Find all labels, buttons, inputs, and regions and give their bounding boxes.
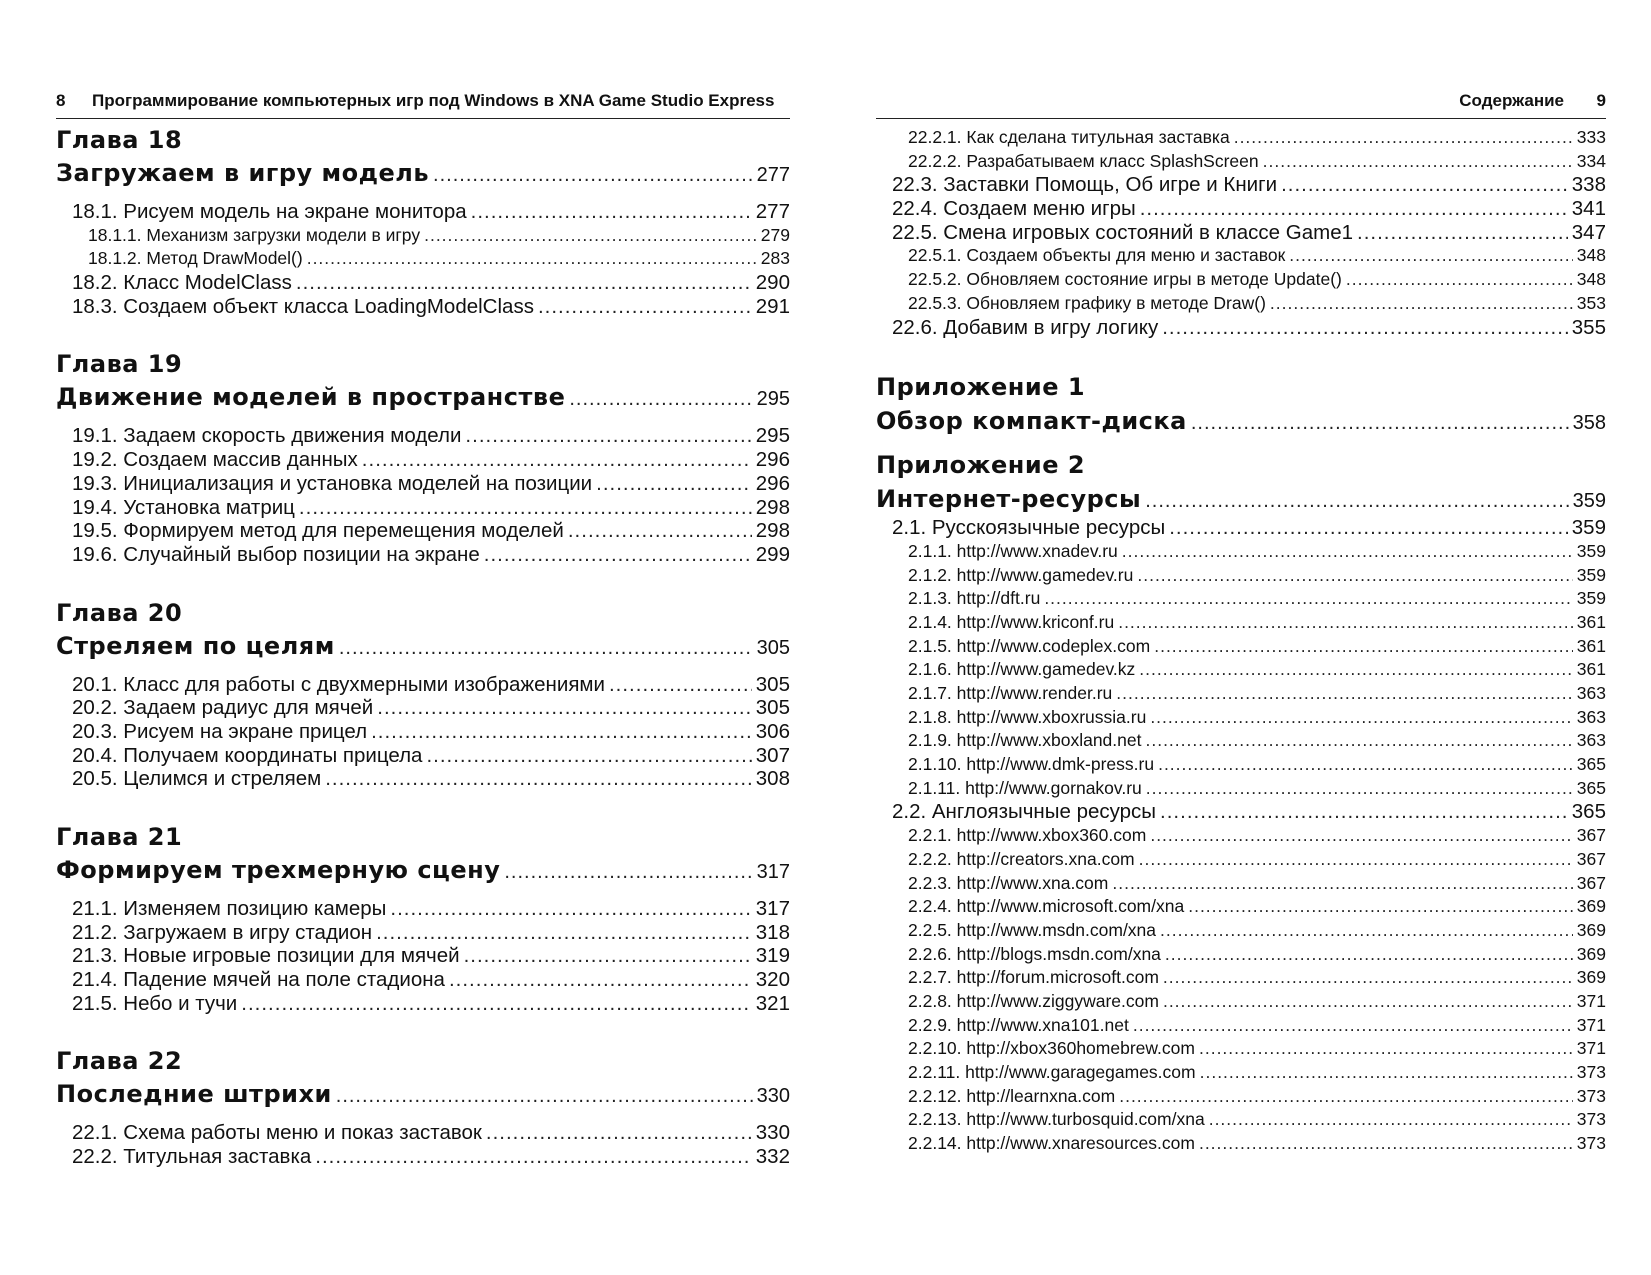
toc-page-number: 369 [1576,919,1606,940]
toc-entry-text: 19.6. Случайный выбор позиции на экране [72,542,480,566]
chapter-title [56,853,790,887]
toc-entry-text: 22.6. Добавим в игру логику [892,315,1159,339]
dot-leader [376,921,752,945]
subsection-entry [876,244,1606,268]
toc-page-number: 295 [755,424,790,448]
toc-entry-text: 2.1.6. http://www.gamedev.kz [908,659,1136,680]
section-entry [56,897,790,921]
dot-leader [296,271,752,295]
toc-entry-text: 19.5. Формируем метод для перемещения моделей [72,519,564,543]
toc-entry-text: 22.2.1. Как сделана титульная заставка [908,127,1230,147]
toc-entry-text: 22.3. Заставки Помощь, Об игре и Книги [892,173,1278,197]
dot-leader [1119,1085,1573,1109]
toc-page-number: 369 [1576,943,1606,964]
subsection-entry [876,848,1606,872]
toc-entry-text: 2.2.12. http://learnxna.com [908,1085,1116,1106]
toc-entry-text: 22.2.2. Разрабатываем класс SplashScreen [908,150,1259,171]
dot-leader [471,200,752,224]
dot-leader [1199,1132,1573,1156]
toc-page-number: 317 [756,861,790,883]
toc-entry-text: 18.1. Рисуем модель на экране монитора [72,200,467,223]
dot-leader [1263,150,1573,174]
section-entry [56,720,790,744]
subsection-entry [876,777,1606,801]
dot-leader [1163,966,1573,990]
toc-entry-text: 2.1.4. http://www.kriconf.ru [908,611,1115,632]
chapter-title [56,156,790,190]
subsection-entry [876,872,1606,896]
toc-entry-text: 2.1.9. http://www.xboxland.net [908,730,1142,751]
toc-page-number: 371 [1576,1038,1606,1059]
dot-leader [1044,587,1572,611]
dot-leader [1234,126,1573,150]
dot-leader [1199,1037,1573,1061]
section-entry [876,173,1606,197]
dot-leader [1209,1108,1573,1132]
toc-entry-text: 2.2.6. http://blogs.msdn.com/xna [908,943,1161,964]
toc-page-number: 365 [1576,754,1606,775]
toc-page-number: 341 [1571,197,1606,221]
toc-entry-text: 20.2. Задаем радиус для мячей [72,696,374,720]
toc-page-number: 296 [755,448,790,472]
right-running-head [876,91,1606,115]
toc-entry-text: 2.2.5. http://www.msdn.com/xna [908,919,1157,940]
toc-page-number: 373 [1576,1133,1606,1154]
subsection-entry [876,292,1606,316]
toc-entry-text: 2.2.11. http://www.garagegames.com [908,1062,1196,1082]
toc-entry-text: 2.2. Англоязычные ресурсы [892,800,1157,824]
toc-entry-text: 2.2.8. http://www.ziggyware.com [908,990,1159,1011]
toc-page-number: 305 [756,636,790,659]
section-entry [56,424,790,448]
subsection-entry [876,895,1606,919]
toc-page-number: 359 [1572,490,1606,513]
toc-page-number: 277 [755,200,790,223]
dot-leader [307,247,757,271]
left-running-title: Программирование компьютерных игр под Windows в XNA Game Studio Express [92,91,775,110]
toc-page-number: 359 [1571,516,1606,540]
toc-entry-text: Последние штрихи [56,1080,332,1109]
toc-page-number: 298 [755,495,790,519]
subsection-entry [876,943,1606,967]
subsection-entry [876,611,1606,635]
dot-leader [362,448,752,472]
toc-page-number: 305 [755,696,790,720]
toc-page-number: 330 [755,1121,790,1145]
dot-leader [1289,244,1573,268]
section-entry [56,271,790,295]
left-running-head [56,91,790,115]
subsection-entry [876,268,1606,292]
toc-page-number: 365 [1576,777,1606,798]
toc-entry-text: 21.2. Загружаем в игру стадион [72,920,373,944]
toc-entry-text: 18.1.1. Механизм загрузки модели в игру [88,224,421,245]
toc-page-number: 296 [755,471,790,495]
right-header-rule [876,118,1606,119]
toc-entry-text: 2.2.9. http://www.xna101.net [908,1014,1129,1035]
subsection-entry [876,1085,1606,1109]
toc-entry-text: 2.1.2. http://www.gamedev.ru [908,564,1134,585]
dot-leader [325,767,752,791]
subsection-entry [876,540,1606,564]
toc-page-number: 367 [1576,848,1606,869]
dot-leader [1200,1061,1573,1085]
dot-leader [390,897,751,921]
dot-leader [1281,173,1568,197]
chapter-label: Глава 20 [56,598,183,627]
section-entry [56,744,790,768]
toc-page-number: 371 [1576,990,1606,1011]
toc-entry-text: 2.2.13. http://www.turbosquid.com/xna [908,1109,1205,1130]
toc-page-number: 373 [1576,1109,1606,1130]
dot-leader [426,744,751,768]
dot-leader [1139,658,1573,682]
toc-page-number: 283 [760,248,790,269]
toc-page-number: 277 [756,164,790,186]
dot-leader [1116,682,1573,706]
dot-leader [1122,540,1573,564]
dot-leader [1150,824,1572,848]
dot-leader [464,944,752,968]
toc-page-number: 361 [1576,659,1606,680]
section-entry [56,295,790,319]
toc-entry-text: 2.1. Русскоязычные ресурсы [892,516,1166,540]
dot-leader [449,968,752,992]
chapter-label: Глава 18 [56,126,183,154]
toc-page-number: 330 [756,1085,790,1108]
chapter-label: Глава 19 [56,350,183,379]
dot-leader [1150,706,1572,730]
toc-page-number: 332 [755,1145,790,1169]
dot-leader [1169,516,1568,540]
dot-leader [1140,197,1568,221]
appendix-label: Приложение 2 [876,451,1086,480]
dot-leader [1346,268,1573,292]
dot-leader [1191,406,1569,440]
toc-page-number: 367 [1576,825,1606,846]
left-toc [56,125,790,1169]
section-entry [56,448,790,472]
toc-page-number: 373 [1576,1062,1606,1082]
right-page-number: 9 [1596,91,1606,110]
dot-leader [1118,611,1573,635]
dot-leader [568,519,752,543]
toc-page-number: 348 [1576,245,1606,266]
section-entry [876,800,1606,824]
toc-entry-text: 21.3. Новые игровые позиции для мячей [72,944,460,968]
toc-entry-text: 2.1.10. http://www.dmk-press.ru [908,754,1155,775]
toc-page-number: 359 [1576,540,1606,561]
subsection-entry [876,966,1606,990]
subsection-entry [876,1037,1606,1061]
subsection-entry [876,706,1606,730]
dot-leader [371,720,752,744]
dot-leader [1146,777,1573,801]
toc-entry-text: Движение моделей в пространстве [56,383,566,412]
left-page-number: 8 [56,91,66,110]
section-entry [56,496,790,520]
toc-page-number: 363 [1576,730,1606,751]
appendix-title [876,404,1606,438]
toc-entry-text: 2.2.3. http://www.xna.com [908,872,1109,893]
dot-leader [1160,800,1568,824]
subsection-entry [876,682,1606,706]
section-entry [56,519,790,543]
toc-entry-text: 20.4. Получаем координаты прицела [72,743,423,767]
toc-page-number: 317 [755,897,790,920]
chapter-title [56,1077,790,1111]
toc-entry-text: 22.5.3. Обновляем графику в методе Draw() [908,292,1266,313]
toc-page-number: 367 [1576,872,1606,893]
toc-page-number: 371 [1576,1014,1606,1035]
toc-entry-text: 22.5. Смена игровых состояний в классе Game1 [892,220,1353,244]
section-entry [56,1121,790,1145]
section-entry [56,767,790,791]
toc-entry-text: 19.1. Задаем скорость движения модели [72,424,462,448]
section-entry [56,543,790,567]
toc-page-number: 355 [1571,315,1606,339]
toc-page-number: 307 [755,743,790,767]
toc-entry-text: 22.5.2. Обновляем состояние игры в методе Update() [908,269,1342,290]
section-entry [56,673,790,697]
dot-leader [596,472,752,496]
toc-entry-text: 2.2.1. http://www.xbox360.com [908,825,1147,846]
section-entry [876,221,1606,245]
appendix-label: Приложение 1 [876,373,1086,402]
dot-leader [1137,564,1572,588]
chapter-title [56,380,790,414]
dot-leader [1145,729,1572,753]
toc-page-number: 358 [1572,412,1606,435]
toc-page-number: 305 [755,672,790,696]
toc-entry-text: 2.2.10. http://xbox360homebrew.com [908,1038,1195,1059]
toc-page-number: 359 [1576,588,1606,609]
subsection-entry [876,1132,1606,1156]
subsection-entry [876,658,1606,682]
toc-entry-text: Обзор компакт-диска [876,407,1187,436]
toc-entry-text: 20.5. Целимся и стреляем [72,767,322,791]
dot-leader [299,496,752,520]
dot-leader [1357,221,1568,245]
toc-page-number: 318 [755,920,790,944]
toc-entry-text: 19.3. Инициализация и установка моделей на позиции [72,471,593,495]
dot-leader [504,855,752,889]
dot-leader [465,424,751,448]
toc-page-number: 359 [1576,564,1606,585]
section-entry [876,316,1606,340]
section-entry [56,1145,790,1169]
toc-page-number: 295 [756,388,790,411]
toc-entry-text: 22.5.1. Создаем объекты для меню и заставок [908,245,1286,266]
dot-leader [241,992,752,1016]
subsection-entry [876,824,1606,848]
subsection-entry [876,729,1606,753]
toc-page-number: 333 [1576,127,1606,147]
toc-entry-text: 2.1.8. http://www.xboxrussia.ru [908,706,1147,727]
toc-page-number: 338 [1571,173,1606,197]
toc-page-number: 369 [1576,896,1606,917]
subsection-entry [876,1108,1606,1132]
toc-page-number: 308 [755,767,790,791]
toc-page-number: 306 [755,719,790,743]
toc-page-number: 290 [755,271,790,295]
toc-entry-text: 2.1.3. http://dft.ru [908,588,1041,609]
subsection-entry [876,1014,1606,1038]
section-entry [56,472,790,496]
toc-entry-text: 2.2.2. http://creators.xna.com [908,848,1135,869]
right-running-title: Содержание [1459,91,1564,110]
dot-leader [1162,316,1568,340]
section-entry [56,200,790,224]
subsection-entry [876,635,1606,659]
toc-page-number: 363 [1576,706,1606,727]
toc-entry-text: 22.2. Титульная заставка [72,1145,312,1169]
left-header-rule [56,118,790,119]
dot-leader [1160,919,1573,943]
toc-entry-text: Загружаем в игру модель [56,159,430,187]
dot-leader [339,631,753,665]
subsection-entry [876,1061,1606,1085]
toc-entry-text: 2.1.7. http://www.render.ru [908,683,1113,703]
dot-leader [609,673,752,697]
toc-entry-text: 22.4. Создаем меню игры [892,197,1136,221]
toc-entry-text: 2.2.14. http://www.xnaresources.com [908,1133,1195,1154]
toc-entry-text: 2.1.11. http://www.gornakov.ru [908,777,1142,798]
toc-page-number: 348 [1576,269,1606,290]
subsection-entry [876,126,1606,150]
subsection-entry [56,224,790,248]
section-entry [56,992,790,1016]
dot-leader [484,543,752,567]
toc-entry-text: 22.1. Схема работы меню и показ заставок [72,1121,482,1145]
dot-leader [1145,484,1568,518]
toc-entry-text: 21.4. Падение мячей на поле стадиона [72,968,445,992]
section-entry [876,516,1606,540]
toc-page-number: 353 [1576,292,1606,313]
dot-leader [315,1145,752,1169]
toc-entry-text: Формируем трехмерную сцену [56,856,501,884]
dot-leader [424,224,757,248]
toc-entry-text: 21.1. Изменяем позицию камеры [72,897,387,920]
dot-leader [1165,943,1573,967]
dot-leader [569,382,752,416]
chapter-label: Глава 22 [56,1047,183,1076]
section-entry [56,968,790,992]
dot-leader [1158,753,1573,777]
toc-entry-text: Интернет-ресурсы [876,485,1142,514]
dot-leader [538,295,752,319]
toc-entry-text: 2.2.7. http://forum.microsoft.com [908,967,1159,988]
section-entry [56,696,790,720]
dot-leader [1270,292,1573,316]
subsection-entry [876,587,1606,611]
subsection-entry [876,564,1606,588]
toc-entry-text: 2.1.5. http://www.codeplex.com [908,635,1151,656]
subsection-entry [876,753,1606,777]
toc-entry-text: 20.1. Класс для работы с двухмерными изображениями [72,672,605,696]
dot-leader [336,1079,753,1113]
toc-entry-text: 18.3. Создаем объект класса LoadingModelClass [72,294,534,318]
toc-page-number: 319 [755,944,790,968]
section-entry [56,921,790,945]
dot-leader [433,158,753,192]
right-toc [876,126,1606,1156]
toc-page-number: 279 [760,224,790,245]
toc-entry-text: 19.2. Создаем массив данных [72,448,358,472]
toc-page-number: 365 [1571,800,1606,824]
dot-leader [1112,872,1572,896]
toc-page-number: 363 [1576,683,1606,703]
dot-leader [1154,635,1573,659]
toc-page-number: 361 [1576,611,1606,632]
chapter-title [56,629,790,663]
toc-entry-text: 2.2.4. http://www.microsoft.com/xna [908,896,1185,917]
dot-leader [1133,1014,1573,1038]
toc-entry-text: 20.3. Рисуем на экране прицел [72,719,368,743]
chapter-label: Глава 21 [56,823,183,851]
dot-leader [1163,990,1573,1014]
toc-page-number: 373 [1576,1085,1606,1106]
subsection-entry [876,919,1606,943]
subsection-entry [876,150,1606,174]
toc-page-number: 320 [755,968,790,992]
dot-leader [1139,848,1573,872]
dot-leader [1188,895,1573,919]
toc-entry-text: Стреляем по целям [56,631,335,660]
subsection-entry [56,247,790,271]
toc-page-number: 361 [1576,635,1606,656]
toc-page-number: 298 [755,519,790,543]
toc-entry-text: 18.2. Класс ModelClass [72,271,292,295]
section-entry [876,197,1606,221]
section-entry [56,944,790,968]
toc-page-number: 347 [1571,220,1606,244]
toc-page-number: 299 [755,542,790,566]
toc-page-number: 369 [1576,967,1606,988]
toc-page-number: 334 [1576,150,1606,171]
toc-page-number: 321 [755,991,790,1015]
subsection-entry [876,990,1606,1014]
dot-leader [377,696,752,720]
toc-page-number: 291 [755,294,790,318]
toc-entry-text: 21.5. Небо и тучи [72,991,238,1015]
toc-entry-text: 19.4. Установка матриц [72,495,295,519]
toc-entry-text: 18.1.2. Метод DrawModel() [88,248,303,269]
toc-entry-text: 2.1.1. http://www.xnadev.ru [908,540,1118,561]
dot-leader [486,1121,752,1145]
appendix-title [876,482,1606,516]
